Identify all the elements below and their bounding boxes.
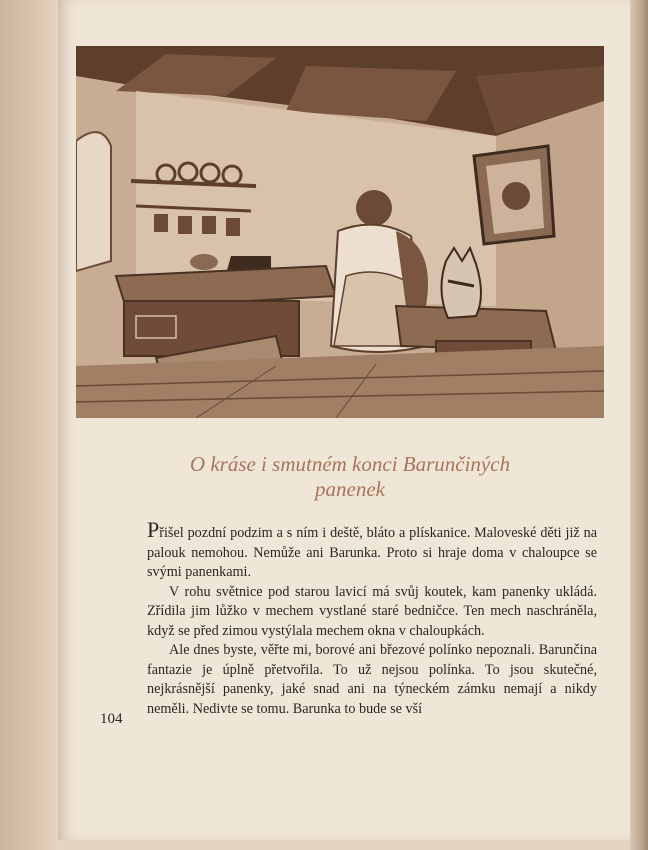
paragraph-1-text: řišel pozdní podzim a s ním i deště, bláto a plískanice. Maloveské děti již na palouk nemohou. Nemůže ani Barunka. Proto si hraje doma v chaloupce se svými panenkami. xyxy=(147,525,597,580)
chapter-title-line-1: O kráse i smutném konci Barunčiných xyxy=(189,452,511,476)
chapter-title xyxy=(140,452,560,502)
paragraph-3: Ale dnes byste, věřte mi, borové ani březové polínko nepoznali. Barunčina fantazie je úplně přetvořila. To už nejsou polínka. To jsou skutečné, nejkrásnější panenky, jaké snad ani na týneckém zámku nemají a nikdy neměli. Nedivte se tomu. Barunka to bude se vší xyxy=(147,642,597,717)
chapter-title-line-2: panenek xyxy=(315,477,385,501)
book-gutter xyxy=(0,0,58,850)
paragraph-1 xyxy=(147,517,597,583)
page-edge xyxy=(630,0,648,850)
page-number: 104 xyxy=(100,711,123,727)
drop-initial: P xyxy=(147,517,160,542)
body-text xyxy=(147,517,597,719)
paragraph-2: V rohu světnice pod starou lavicí má svůj koutek, kam panenky ukládá. Zřídila jim lůžko v mechem vystlané staré bedničce. Ten mech naschráněla, když se před zimou vystýlala mechem okna v chaloupkách. xyxy=(147,583,597,639)
sepia-illustration xyxy=(76,46,604,418)
